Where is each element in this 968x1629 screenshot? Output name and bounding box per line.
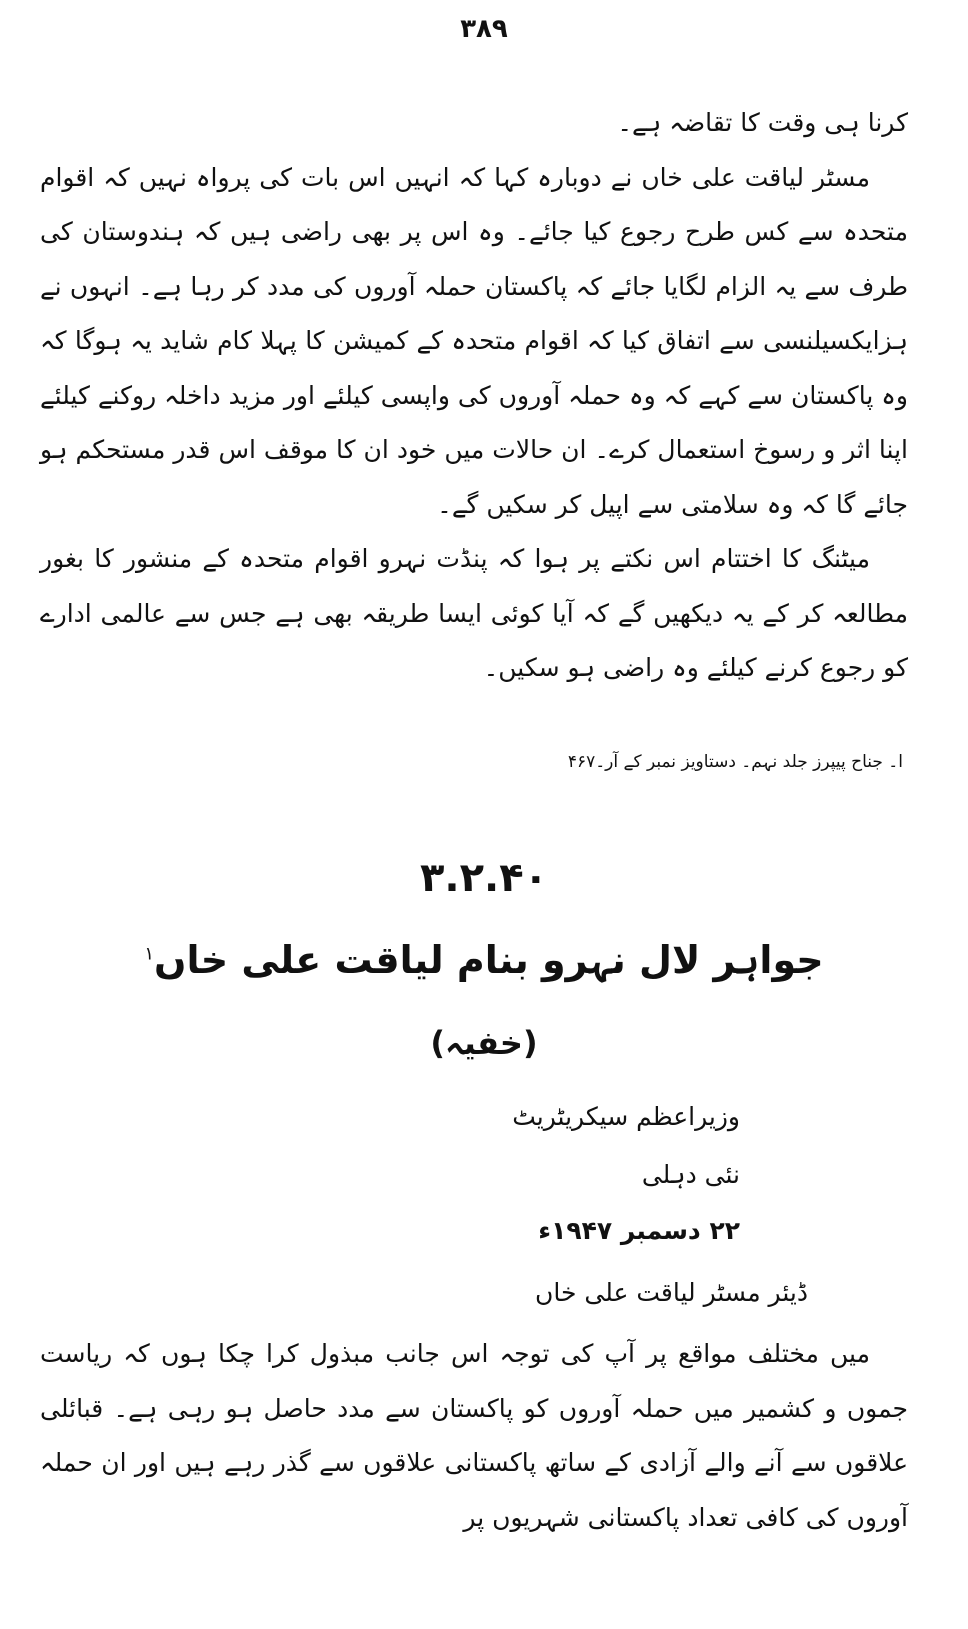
document-title bbox=[0, 938, 968, 982]
body-text-section-2 bbox=[40, 1327, 908, 1545]
paragraph: کرنا ہی وقت کا تقاضہ ہے۔ bbox=[617, 108, 908, 137]
section-number: ۳.۲.۴۰ bbox=[419, 855, 549, 901]
body-text-section-1 bbox=[40, 96, 908, 696]
paragraph: میں مختلف مواقع پر آپ کی توجہ اس جانب مبذول کرا چکا ہوں کہ ریاست جموں و کشمیر میں حملہ آوروں کو پاکستان سے مدد حاصل ہو رہی ہے۔ قبائلی علاقوں سے آنے والے آزادی کے ساتھ پاکستانی علاقوں سے گذر رہے ہیں اور ان حملہ آوروں کی کافی تعداد پاکستانی شہریوں پر bbox=[40, 1339, 908, 1532]
paragraph: میٹنگ کا اختتام اس نکتے پر ہوا کہ پنڈت نہرو اقوام متحدہ کے منشور کا بغور مطالعہ کر کے یہ دیکھیں گے کہ آیا کوئی ایسا طریقہ بھی ہے جس سے عالمی ادارے کو رجوع کرنے کیلئے وہ راضی ہو سکیں۔ bbox=[40, 544, 908, 682]
sender-office: وزیراعظم سیکریٹریٹ bbox=[512, 1102, 740, 1131]
footnote: ا۔ جناح پیپرز جلد نہم۔ دستاویز نمبر کے آر۔۴۶۷ bbox=[567, 752, 903, 772]
classification-label: (خفیہ) bbox=[430, 1024, 538, 1062]
salutation: ڈیئر مسٹر لیاقت علی خاں bbox=[535, 1278, 808, 1307]
footnote-marker: ۱ bbox=[144, 943, 155, 965]
sender-city: نئی دہلی bbox=[641, 1160, 740, 1189]
letter-date: ۲۲ دسمبر ۱۹۴۷ء bbox=[538, 1216, 740, 1245]
paragraph: مسٹر لیاقت علی خاں نے دوبارہ کہا کہ انہیں اس بات کی پرواہ نہیں کہ اقوام متحدہ سے کس طرح رجوع کیا جائے۔ وہ اس پر بھی راضی ہیں کہ ہندوستان کی طرف سے یہ الزام لگایا جائے کہ پاکستان حملہ آوروں کی مدد کر رہا ہے۔ انہوں نے ہزایکسیلنسی سے اتفاق کیا کہ اقوام متحدہ کے کمیشن کا پہلا کام شاید یہ ہوگا کہ وہ پاکستان سے کہے کہ وہ حملہ آوروں کی واپسی کیلئے اور مزید داخلہ روکنے کیلئے اپنا اثر و رسوخ استعمال کرے۔ ان حالات میں خود ان کا موقف اس قدر مستحکم ہو جائے گا کہ وہ سلامتی سے اپیل کر سکیں گے۔ bbox=[40, 162, 908, 519]
page-number: ۳۸۹ bbox=[460, 14, 508, 44]
document-title-text: جواہر لال نہرو بنام لیاقت علی خاں bbox=[154, 938, 824, 982]
